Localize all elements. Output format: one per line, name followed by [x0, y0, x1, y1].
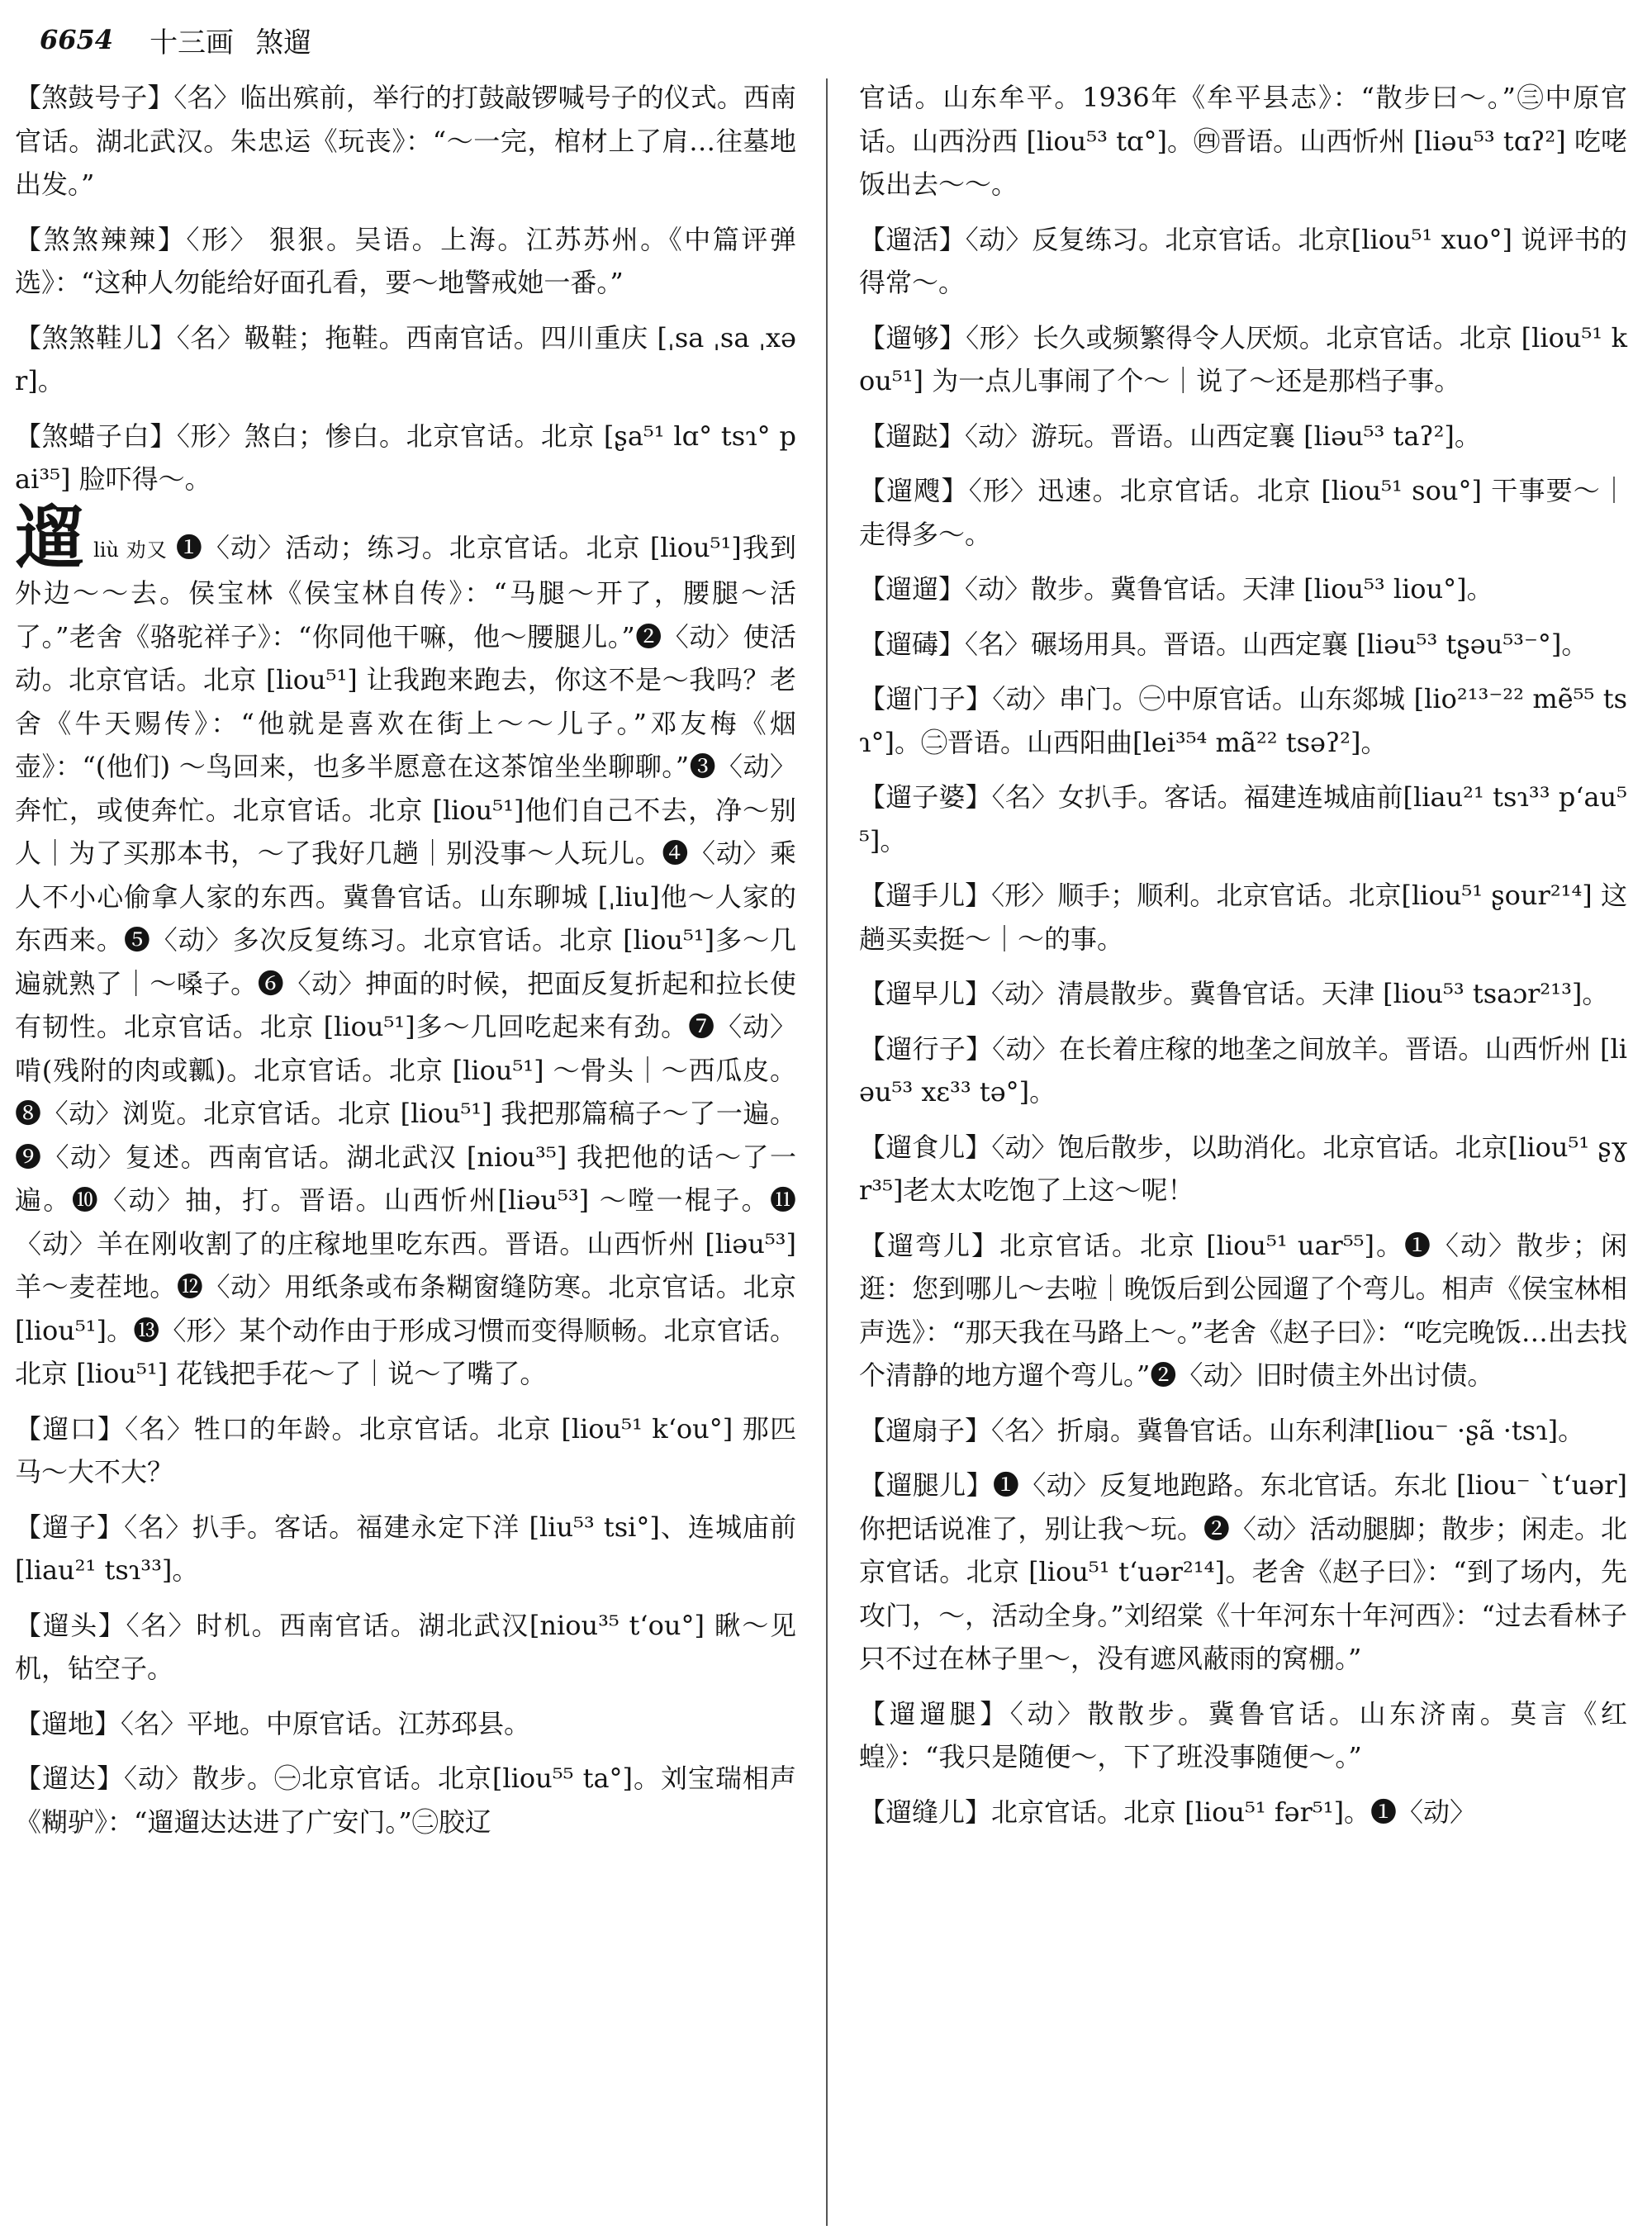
entry-item: 【遛头】〈名〉时机。西南官话。湖北武汉[niou³⁵ t‘ou°] 瞅～见机，钻空子。: [15, 1609, 796, 1684]
entry-item: 【遛碡】〈名〉碾场用具。晋语。山西定襄 [liəu⁵³ tʂəu⁵³⁻°]。: [859, 628, 1588, 660]
page-header: [40, 18, 333, 61]
header-chars: 煞遛: [255, 26, 312, 59]
entry-item: 【遛行子】〈动〉在长着庄稼的地垄之间放羊。晋语。山西忻州 [liəu⁵³ xɛ³³ tə°]。: [859, 1032, 1627, 1108]
entry-item: 【遛活】〈动〉反复练习。北京官话。北京[liou⁵¹ xuo°] 说评书的得常～。: [859, 223, 1627, 298]
right-column: [859, 76, 1627, 1845]
stroke-count: 十三画: [150, 26, 235, 59]
entry-item: 【遛子婆】〈名〉女扒手。客话。福建连城庙前[liau²¹ tsɿ³³ p‘au⁵⁵]。: [859, 781, 1627, 856]
entry-item: 【煞鼓号子】〈名〉临出殡前，举行的打鼓敲锣喊号子的仪式。西南官话。湖北武汉。朱忠运《玩丧》：“～一完，棺材上了肩…往墓地出发。”: [15, 82, 796, 200]
entry-item: 【遛腿儿】❶〈动〉反复地跑路。东北官话。东北 [liou⁻ ˋt‘uər] 你把话说准了，别让我～玩。❷〈动〉活动腿脚；散步；闲走。北京官话。北京 [liou⁵¹ t‘uər²¹⁴]。老舍《赵子曰》：“到了场内，先攻门，～，活动全身。”刘绍棠《十年河东十年河西》：“过去看林子只不过在林子里～，没有遮风蔽雨的窝棚。”: [859, 1469, 1627, 1674]
entry-item: 【遛缝儿】北京官话。北京 [liou⁵¹ fər⁵¹]。❶〈动〉: [859, 1796, 1477, 1828]
head-definition: ❶〈动〉活动；练习。北京官话。北京 [liou⁵¹]我到外边～～去。侯宝林《侯宝林自传》：“马腿～开了，腰腿～活了。”老舍《骆驼祥子》：“你同他干嘛，他～腰腿儿。”❷〈动〉使活动。北京官话。北京 [liou⁵¹] 让我跑来跑去，你这不是～我吗？老舍《牛天赐传》：“他就是喜欢在街上～～儿子。”邓友梅《烟壶》：“(他们) ～鸟回来，也多半愿意在这茶馆坐坐聊聊。”❸〈动〉奔忙，或使奔忙。北京官话。北京 [liou⁵¹]他们自己不去，净～别人｜为了买那本书，～了我好几趟｜别没事～人玩儿。❹〈动〉乘人不小心偷拿人家的东西。冀鲁官话。山东聊城 [ˌliu]他～人家的东西来。❺〈动〉多次反复练习。北京官话。北京 [liou⁵¹]多～几遍就熟了｜～嗓子。❻〈动〉抻面的时候，把面反复折起和拉长使有韧性。北京官话。北京 [liou⁵¹]多～几回吃起来有劲。❼〈动〉啃(残附的肉或瓤)。北京官话。北京 [liou⁵¹] ～骨头｜～西瓜皮。❽〈动〉浏览。北京官话。北京 [liou⁵¹] 我把那篇稿子～了一遍。❾〈动〉复述。西南官话。湖北武汉 [niou³⁵] 我把他的话～了一遍。❿〈动〉抽，打。晋语。山西忻州[liəu⁵³] ～嘡一棍子。⓫〈动〉羊在刚收割了的庄稼地里吃东西。晋语。山西忻州 [liəu⁵³] 羊～麦茬地。⓬〈动〉用纸条或布条糊窗缝防寒。北京官话。北京[liou⁵¹]。⓭〈形〉某个动作由于形成习惯而变得顺畅。北京官话。北京 [liou⁵¹] 花钱把手花～了｜说～了嘴了。: [15, 531, 796, 1389]
head-pronunciation: liù 劝又: [93, 538, 168, 562]
entry-continuation: 官话。山东牟平。1936年《牟平县志》：“散步曰～。”㊂中原官话。山西汾西 [liou⁵³ tɑ°]。㊃晋语。山西忻州 [liəu⁵³ tɑʔ²] 吃咾饭出去～～。: [859, 82, 1627, 200]
entry-item: 【遛子】〈名〉扒手。客话。福建永定下洋 [liu⁵³ tsi°]、连城庙前 [liau²¹ tsɿ³³]。: [15, 1511, 796, 1586]
entry-item: 【遛门子】〈动〉串门。㊀中原官话。山东郯城 [lio²¹³⁻²² mẽ⁵⁵ tsɿ°]。㊁晋语。山西阳曲[lei³⁵⁴ mã²² tsǝʔ²]。: [859, 683, 1627, 758]
entry-item: 【煞煞鞋儿】〈名〉靸鞋；拖鞋。西南官话。四川重庆 [ˌsa ˌsa ˌxər]。: [15, 321, 796, 396]
entry-item: 【遛飕】〈形〉迅速。北京官话。北京 [liou⁵¹ sou°] 干事要～｜走得多～。: [859, 475, 1627, 550]
entry-item: 【遛达】〈动〉散步。㊀北京官话。北京[liou⁵⁵ ta°]。刘宝瑞相声《糊驴》：“遛遛达达进了广安门。”㊁胶辽: [15, 1763, 796, 1838]
head-character-entry: [15, 496, 796, 1396]
entry-item: 【遛地】〈名〉平地。中原官话。江苏邳县。: [15, 1707, 531, 1739]
entry-item: 【遛遛腿】〈动〉散散步。冀鲁官话。山东济南。莫言《红蝗》：“我只是随便～，下了班没事随便～。”: [859, 1697, 1627, 1772]
entry-item: 【遛够】〈形〉长久或频繁得令人厌烦。北京官话。北京 [liou⁵¹ kou⁵¹] 为一点儿事闹了个～｜说了～还是那档子事。: [859, 321, 1627, 396]
entry-item: 【遛弯儿】北京官话。北京 [liou⁵¹ uar⁵⁵]。❶〈动〉散步；闲逛：您到哪儿～去啦｜晚饭后到公园遛了个弯儿。相声《侯宝林相声选》：“那天我在马路上～。”老舍《赵子曰》：“吃完晚饭…出去找个清静的地方遛个弯儿。”❷〈动〉旧时债主外出讨债。: [859, 1229, 1627, 1391]
head-character: 遛: [15, 496, 86, 578]
column-divider: [826, 78, 828, 2226]
entry-item: 【遛跶】〈动〉游玩。晋语。山西定襄 [liəu⁵³ taʔ²]。: [859, 420, 1481, 452]
entry-item: 【煞煞辣辣】〈形〉 狠狠。吴语。上海。江苏苏州。《中篇评弹选》：“这种人勿能给好面孔看，要～地警戒她一番。”: [15, 223, 796, 298]
entry-item: 【煞蜡子白】〈形〉煞白；惨白。北京官话。北京 [ʂa⁵¹ lɑ° tsɿ° pai³⁵] 脸吓得～。: [15, 420, 796, 495]
left-column: [15, 76, 796, 1855]
entry-item: 【遛早儿】〈动〉清晨散步。冀鲁官话。天津 [liou⁵³ tsaɔr²¹³]。: [859, 978, 1609, 1009]
entry-item: 【遛手儿】〈形〉顺手；顺利。北京官话。北京[liou⁵¹ ʂour²¹⁴] 这趟买卖挺～｜～的事。: [859, 880, 1627, 955]
entry-item: 【遛遛】〈动〉散步。冀鲁官话。天津 [liou⁵³ liou°]。: [859, 573, 1493, 605]
entry-item: 【遛扇子】〈名〉折扇。冀鲁官话。山东利津[liou⁻ ·ʂã ·tsɿ]。: [859, 1414, 1585, 1446]
entry-item: 【遛口】〈名〉牲口的年龄。北京官话。北京 [liou⁵¹ k‘ou°] 那匹马～大不大？: [15, 1412, 796, 1487]
page-number: 6654: [40, 24, 114, 55]
entry-item: 【遛食儿】〈动〉饱后散步，以助消化。北京官话。北京[liou⁵¹ ʂɣr³⁵]老太太吃饱了上这～呢！: [859, 1131, 1627, 1206]
